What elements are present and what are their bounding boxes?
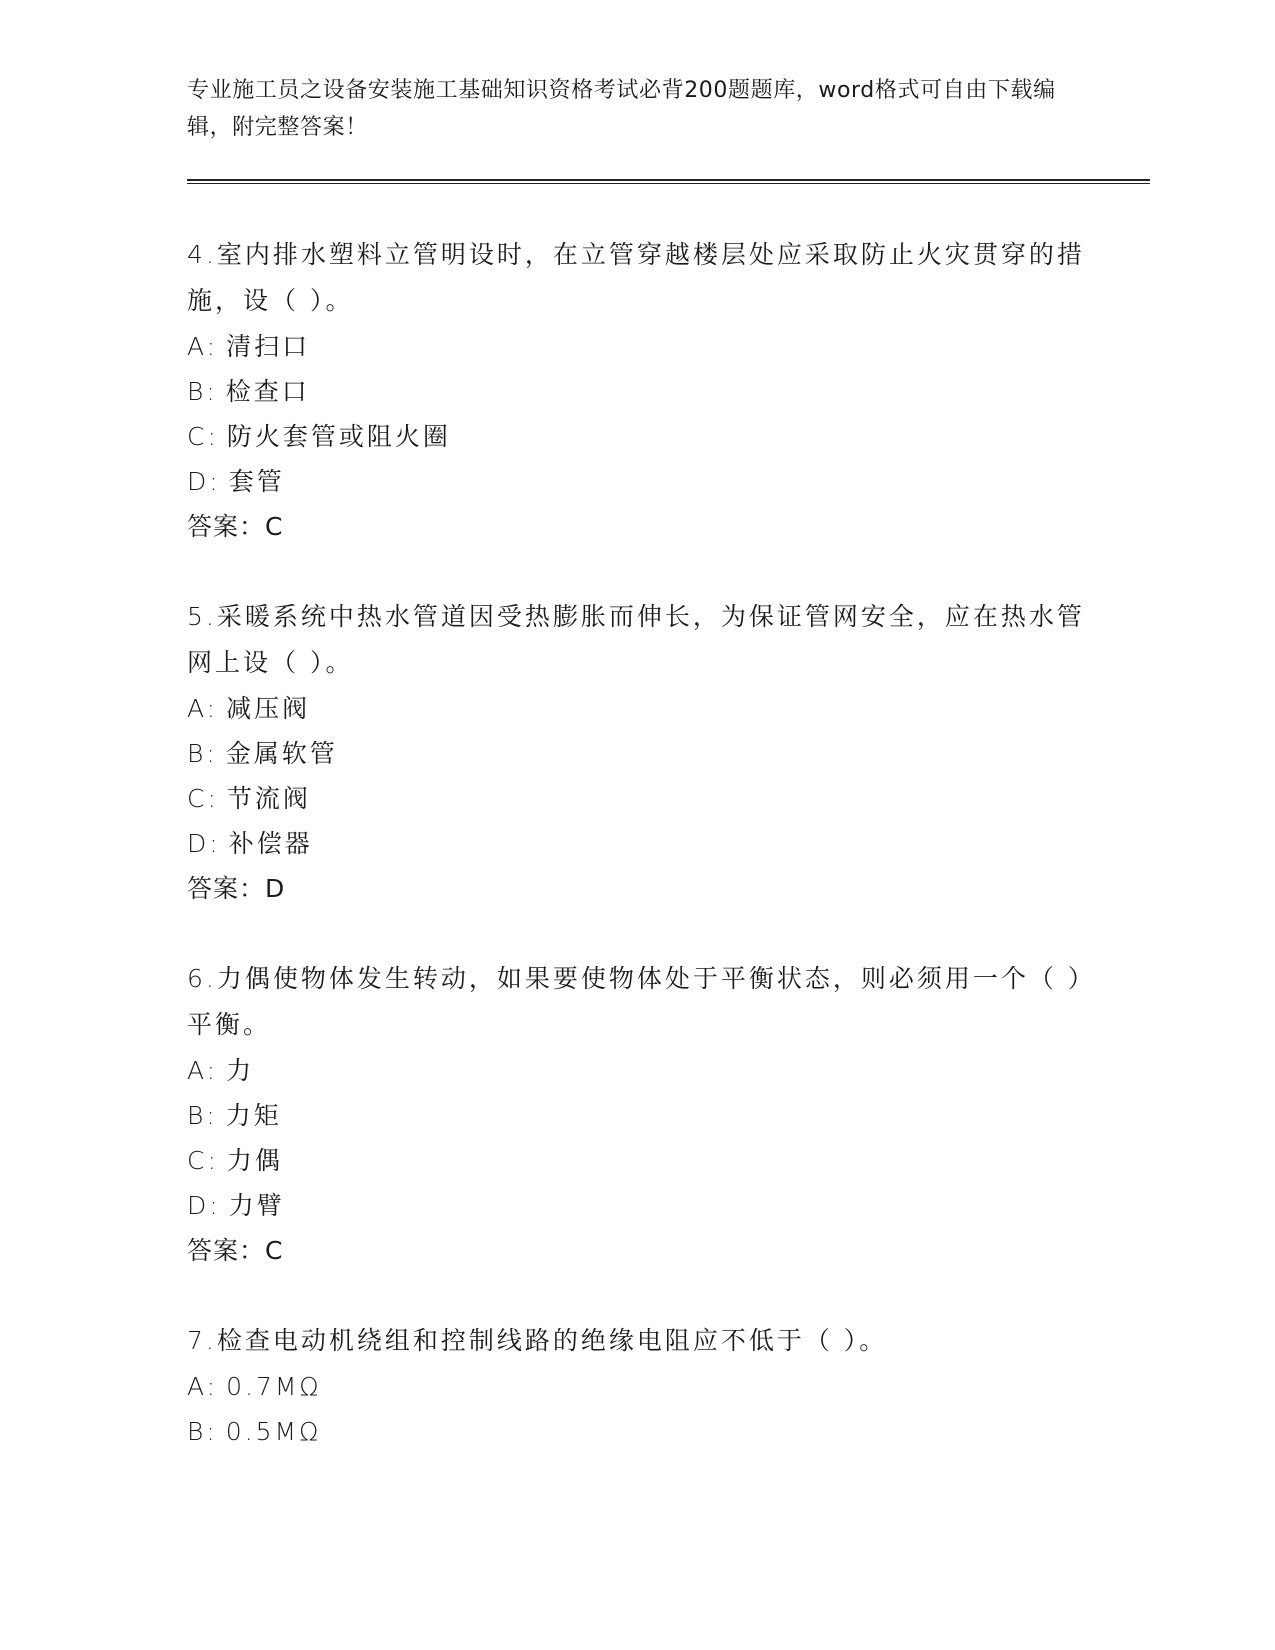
answer-line: 答案：D	[187, 874, 286, 903]
option-key: B:	[187, 377, 218, 406]
answer-line: 答案：C	[187, 1236, 284, 1265]
option-key: A:	[187, 1372, 219, 1401]
option-key: D:	[187, 467, 221, 496]
option-a	[187, 1048, 1087, 1093]
option-text: 防火套管或阻火圈	[226, 422, 451, 451]
question-text: 5.采暖系统中热水管道因受热膨胀而伸长，为保证管网安全，应在热水管网上设（ ）。	[187, 602, 1085, 677]
option-text: 清扫口	[226, 332, 311, 361]
option-text: 节流阀	[226, 784, 311, 813]
option-text: 力	[226, 1056, 255, 1085]
option-text: 金属软管	[225, 739, 338, 768]
option-a	[187, 1364, 1087, 1409]
option-d	[187, 1183, 1087, 1228]
option-text: 力矩	[225, 1101, 282, 1130]
option-text: 检查口	[225, 377, 310, 406]
option-text: 减压阀	[226, 694, 311, 723]
option-b	[187, 1093, 1087, 1138]
option-key: A:	[187, 332, 219, 361]
question-7	[187, 1318, 1087, 1454]
option-key: A:	[187, 694, 219, 723]
option-key: B:	[187, 1101, 218, 1130]
option-c	[187, 414, 1087, 459]
option-key: C:	[187, 422, 219, 451]
option-d	[187, 821, 1087, 866]
answer-line: 答案：C	[187, 512, 284, 541]
option-key: B:	[187, 1417, 218, 1446]
option-key: C:	[187, 784, 219, 813]
document-header: 专业施工员之设备安装施工基础知识资格考试必背200题题库，word格式可自由下载编辑，附完整答案！	[187, 78, 1056, 140]
option-text: 0.7MΩ	[226, 1372, 322, 1401]
option-d	[187, 459, 1087, 504]
option-key: A:	[187, 1056, 219, 1085]
option-text: 补偿器	[228, 829, 313, 858]
option-key: D:	[187, 829, 221, 858]
option-key: C:	[187, 1146, 219, 1175]
option-b	[187, 1409, 1087, 1454]
option-a	[187, 324, 1087, 369]
option-text: 力臂	[228, 1191, 285, 1220]
header-divider	[187, 179, 1150, 184]
question-5	[187, 594, 1087, 912]
option-c	[187, 1138, 1087, 1183]
option-a	[187, 686, 1087, 731]
question-list	[187, 232, 1087, 1498]
question-4	[187, 232, 1087, 550]
question-text: 4.室内排水塑料立管明设时，在立管穿越楼层处应采取防止火灾贯穿的措施，设（ ）。	[187, 240, 1085, 315]
option-key: D:	[187, 1191, 221, 1220]
question-text: 7.检查电动机绕组和控制线路的绝缘电阻应不低于（ ）。	[187, 1326, 888, 1355]
option-b	[187, 369, 1087, 414]
option-text: 套管	[228, 467, 285, 496]
question-6	[187, 956, 1087, 1274]
option-c	[187, 776, 1087, 821]
option-text: 力偶	[226, 1146, 283, 1175]
option-key: B:	[187, 739, 218, 768]
option-text: 0.5MΩ	[225, 1417, 322, 1446]
question-text: 6.力偶使物体发生转动，如果要使物体处于平衡状态，则必须用一个（ ）平衡。	[187, 964, 1084, 1039]
option-b	[187, 731, 1087, 776]
